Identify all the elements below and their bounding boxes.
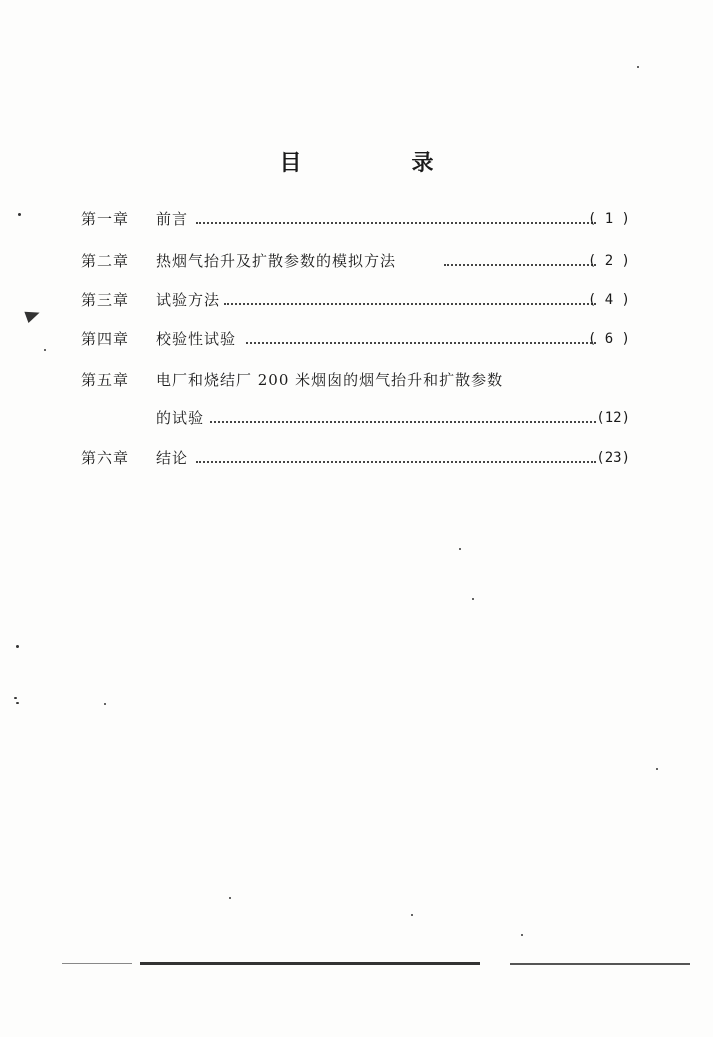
toc-entry — [0, 249, 713, 273]
entry-title: 热烟气抬升及扩散参数的模拟方法 — [156, 252, 397, 270]
toc-entry — [0, 288, 713, 312]
dot-leader — [444, 264, 596, 266]
scan-speck — [656, 768, 658, 770]
scan-speck — [459, 548, 461, 550]
entry-title: 结论 — [156, 449, 189, 467]
scan-speck — [18, 213, 21, 216]
page-number: ( 4 ) — [587, 292, 630, 308]
page-number: ( 6 ) — [587, 331, 630, 347]
dot-leader — [210, 421, 596, 423]
scan-speck — [16, 702, 19, 704]
scan-speck — [44, 349, 46, 351]
dot-leader — [246, 342, 596, 344]
dot-leader — [196, 461, 596, 463]
entry-title: 的试验 — [156, 409, 205, 427]
chapter-label: 第五章 — [81, 371, 130, 389]
scan-speck — [229, 897, 231, 899]
toc-entry-continuation — [0, 406, 713, 430]
scan-speck — [16, 645, 19, 648]
scan-edge-line — [62, 963, 132, 964]
chapter-label: 第六章 — [81, 449, 130, 467]
toc-entry — [0, 446, 713, 470]
chapter-label: 第二章 — [81, 252, 130, 270]
chapter-label: 第三章 — [81, 291, 130, 309]
page-number: ( 1 ) — [587, 211, 630, 227]
scan-edge-line — [140, 962, 480, 965]
entry-title: 试验方法 — [156, 291, 221, 309]
page-number: (12) — [596, 410, 630, 426]
scan-speck — [637, 66, 639, 68]
toc-entry — [0, 368, 713, 392]
page-number: (23) — [596, 450, 630, 466]
toc-entry — [0, 207, 713, 231]
scan-speck — [14, 697, 17, 699]
entry-title: 校验性试验 — [156, 330, 237, 348]
entry-title: 电厂和烧结厂 200 米烟囱的烟气抬升和扩散参数 — [156, 371, 504, 389]
chapter-label: 第四章 — [81, 330, 130, 348]
toc-entry — [0, 327, 713, 351]
page-number: ( 2 ) — [587, 253, 630, 269]
chapter-label: 第一章 — [81, 210, 130, 228]
scan-speck — [472, 598, 474, 600]
scan-speck — [411, 914, 413, 916]
entry-title: 前言 — [156, 210, 189, 228]
scan-speck — [521, 934, 523, 936]
scan-edge-line — [510, 963, 690, 965]
dot-leader — [224, 303, 596, 305]
dot-leader — [196, 222, 596, 224]
scan-speck — [104, 703, 106, 705]
toc-title: 目 录 — [279, 150, 478, 176]
